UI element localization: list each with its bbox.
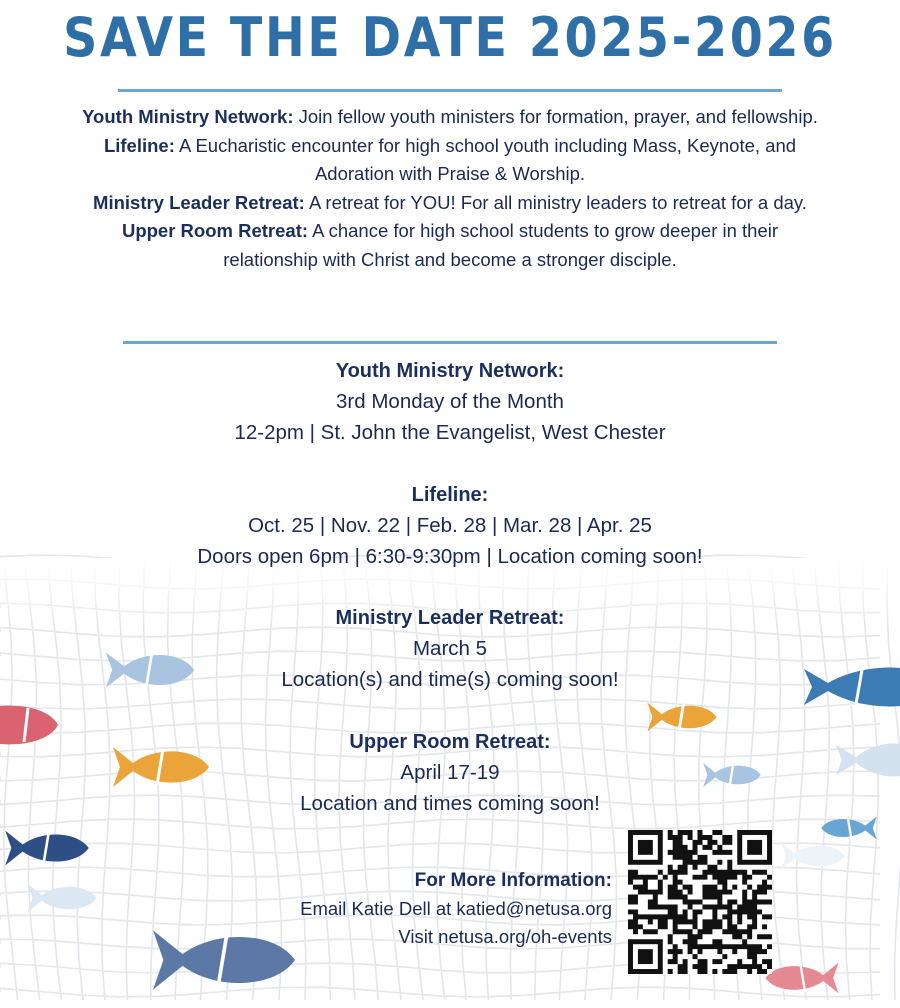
event-lifeline: [0, 480, 900, 572]
more-information: [300, 867, 612, 951]
event-heading: Lifeline:: [411, 484, 489, 506]
qr-code-icon[interactable]: [628, 830, 772, 974]
fish-icon: [764, 958, 840, 998]
more-info-heading: For More Information:: [414, 870, 612, 891]
description-ministry-leader-retreat: Ministry Leader Retreat: A retreat for YOU! For all ministry leaders to retreat for a day.: [93, 191, 807, 213]
fish-icon: [2, 828, 92, 868]
program-descriptions: [80, 103, 820, 274]
divider-middle: [123, 341, 777, 344]
event-ministry-leader-retreat: [0, 603, 900, 695]
event-line: Doors open 6pm | 6:30-9:30pm | Location coming soon!: [197, 545, 703, 568]
page-title: SAVE THE DATE 2025-2026: [63, 6, 837, 69]
fish-icon: [780, 838, 846, 874]
fish-icon: [26, 880, 98, 916]
event-heading: Upper Room Retreat:: [349, 731, 551, 753]
description-lifeline: Lifeline: A Eucharistic encounter for high school youth including Mass, Keynote, and Adoration with Praise & Worship.: [103, 134, 797, 184]
event-upper-room-retreat: [0, 727, 900, 819]
website-line[interactable]: Visit netusa.org/oh-events: [398, 926, 612, 947]
event-line: 3rd Monday of the Month: [336, 390, 564, 413]
event-line: Oct. 25 | Nov. 22 | Feb. 28 | Mar. 28 | Apr. 25: [248, 514, 652, 537]
event-line: Location and times coming soon!: [300, 792, 600, 815]
event-line: March 5: [412, 637, 488, 660]
description-youth-ministry-network: Youth Ministry Network: Join fellow youth ministers for formation, prayer, and fellowship.: [82, 106, 818, 127]
event-line: 12-2pm | St. John the Evangelist, West Chester: [234, 421, 666, 444]
divider-top: [118, 89, 782, 92]
email-line[interactable]: Email Katie Dell at katied@netusa.org: [300, 898, 612, 919]
event-youth-ministry-network: [0, 356, 900, 448]
event-line: Location(s) and time(s) coming soon!: [281, 668, 619, 691]
fish-icon: [144, 926, 304, 994]
event-heading: Youth Ministry Network:: [335, 360, 565, 382]
event-heading: Ministry Leader Retreat:: [335, 607, 565, 629]
event-line: April 17-19: [400, 761, 500, 784]
description-upper-room-retreat: Upper Room Retreat: A chance for high school students to grow deeper in their relationship with Christ and become a stronger disciple.: [121, 220, 779, 270]
